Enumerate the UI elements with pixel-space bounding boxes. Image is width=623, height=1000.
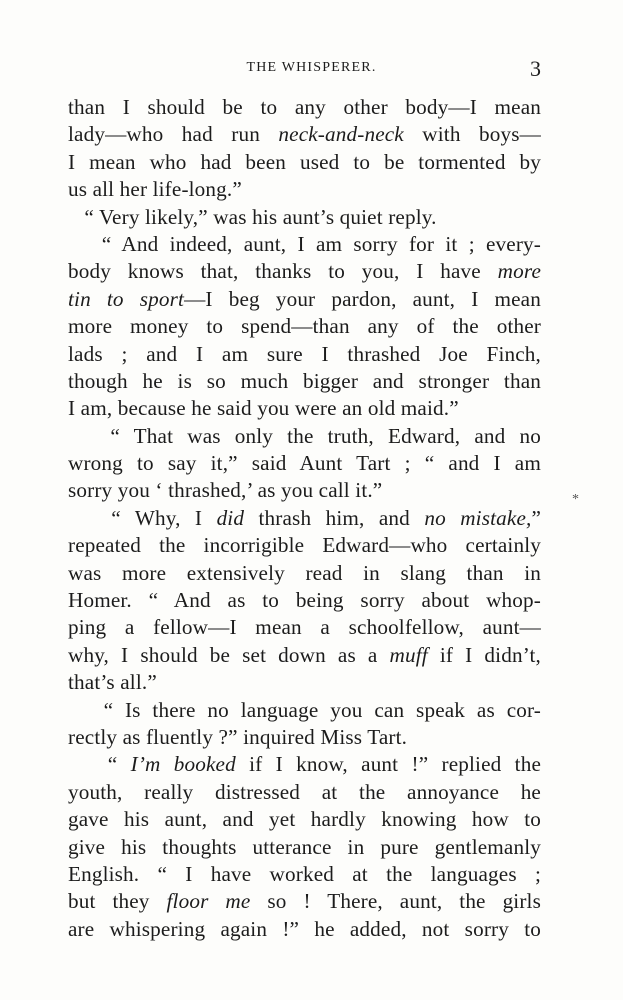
text-segment: “ Is there no language you can speak as cor-	[68, 697, 541, 722]
text-line	[68, 477, 541, 504]
italic-text: floor me	[166, 889, 251, 914]
text-segment: than I should be to any other body—I mean	[68, 95, 541, 119]
italic-text: did	[216, 505, 245, 530]
text-line	[68, 697, 541, 724]
text-segment: I mean who had been used to be tormented by	[68, 149, 541, 174]
text-line	[68, 532, 541, 559]
text-segment: I am, because he said you were an old maid.”	[68, 396, 459, 421]
italic-text: I’m booked	[130, 752, 236, 777]
italic-text: neck-and-neck	[278, 122, 404, 147]
text-line	[68, 916, 541, 943]
page-number: 3	[530, 56, 541, 81]
text-segment: repeated the incorrigible Edward—who certainly	[68, 533, 541, 558]
text-line	[68, 724, 541, 751]
margin-mark: *	[572, 492, 579, 507]
running-head	[0, 56, 623, 90]
italic-text: no mistake,	[424, 505, 532, 530]
text-segment: more money to spend—than any of the other	[68, 314, 541, 339]
text-segment: gave his aunt, and yet hardly knowing how to	[68, 807, 541, 832]
text-line	[68, 669, 541, 696]
text-line	[68, 149, 541, 176]
text-line	[68, 368, 541, 395]
text-line	[68, 313, 541, 340]
text-segment: lady—who had run	[68, 122, 279, 147]
text-line	[68, 395, 541, 422]
text-segment: youth, really distressed at the annoyance he	[68, 779, 541, 804]
text-line	[68, 258, 541, 285]
text-line	[68, 423, 541, 450]
text-line	[68, 231, 541, 258]
text-segment: body knows that, thanks to you, I have	[68, 259, 498, 284]
text-line	[68, 806, 541, 833]
text-segment: wrong to say it,” said Aunt Tart ; “ and I am	[68, 451, 541, 476]
text-line	[68, 560, 541, 587]
text-segment: why, I should be set down as a	[68, 642, 390, 667]
text-segment: ”	[531, 505, 542, 530]
text-segment: ping a fellow—I mean a schoolfellow, aunt—	[68, 615, 541, 640]
text-segment: —I beg your pardon, aunt, I mean	[184, 286, 541, 311]
italic-text: tin to sport	[68, 286, 185, 311]
body-text	[68, 94, 541, 943]
italic-text: muff	[389, 642, 428, 667]
text-segment: but they	[68, 889, 167, 914]
text-segment: sorry you ‘ thrashed,’ as you call it.”	[68, 478, 383, 503]
text-segment: Homer. “ And as to being sorry about whop-	[68, 588, 541, 613]
text-segment: us all her life-long.”	[68, 177, 242, 202]
text-line	[68, 176, 541, 203]
text-segment: if I didn’t,	[427, 642, 541, 667]
text-line	[68, 587, 541, 614]
text-segment: “ Very likely,” was his aunt’s quiet reply.	[68, 204, 437, 229]
text-segment: thrash him, and	[244, 505, 425, 530]
text-segment: “ That was only the truth, Edward, and no	[68, 423, 541, 448]
italic-text: more	[497, 259, 541, 284]
running-title: THE WHISPERER.	[246, 60, 377, 75]
text-segment: if I know, aunt !” replied the	[235, 752, 541, 777]
text-line	[68, 614, 541, 641]
text-line	[68, 286, 541, 313]
text-segment: English. “ I have worked at the languages ;	[68, 861, 541, 886]
text-segment: “	[68, 752, 131, 777]
text-line	[68, 204, 541, 231]
text-segment: so ! There, aunt, the girls	[250, 889, 541, 914]
text-line	[68, 450, 541, 477]
text-segment: give his thoughts utterance in pure gentlemanly	[68, 834, 541, 859]
text-segment: “ And indeed, aunt, I am sorry for it ; every-	[68, 231, 541, 256]
text-line	[68, 94, 541, 121]
text-line	[68, 642, 541, 669]
text-line	[68, 888, 541, 915]
text-segment: though he is so much bigger and stronger than	[68, 368, 541, 393]
text-line	[68, 121, 541, 148]
text-segment: “ Why, I	[68, 505, 217, 530]
text-line	[68, 861, 541, 888]
text-line	[68, 341, 541, 368]
text-segment: with boys—	[403, 122, 541, 147]
text-segment: was more extensively read in slang than in	[68, 560, 541, 585]
text-segment: lads ; and I am sure I thrashed Joe Finch,	[68, 341, 541, 366]
text-line	[68, 779, 541, 806]
text-segment: that’s all.”	[68, 670, 157, 695]
text-line	[68, 834, 541, 861]
text-segment: are whispering again !” he added, not sorry to	[68, 916, 541, 941]
text-line	[68, 505, 541, 532]
text-line	[68, 751, 541, 778]
text-segment: rectly as fluently ?” inquired Miss Tart.	[68, 724, 408, 749]
